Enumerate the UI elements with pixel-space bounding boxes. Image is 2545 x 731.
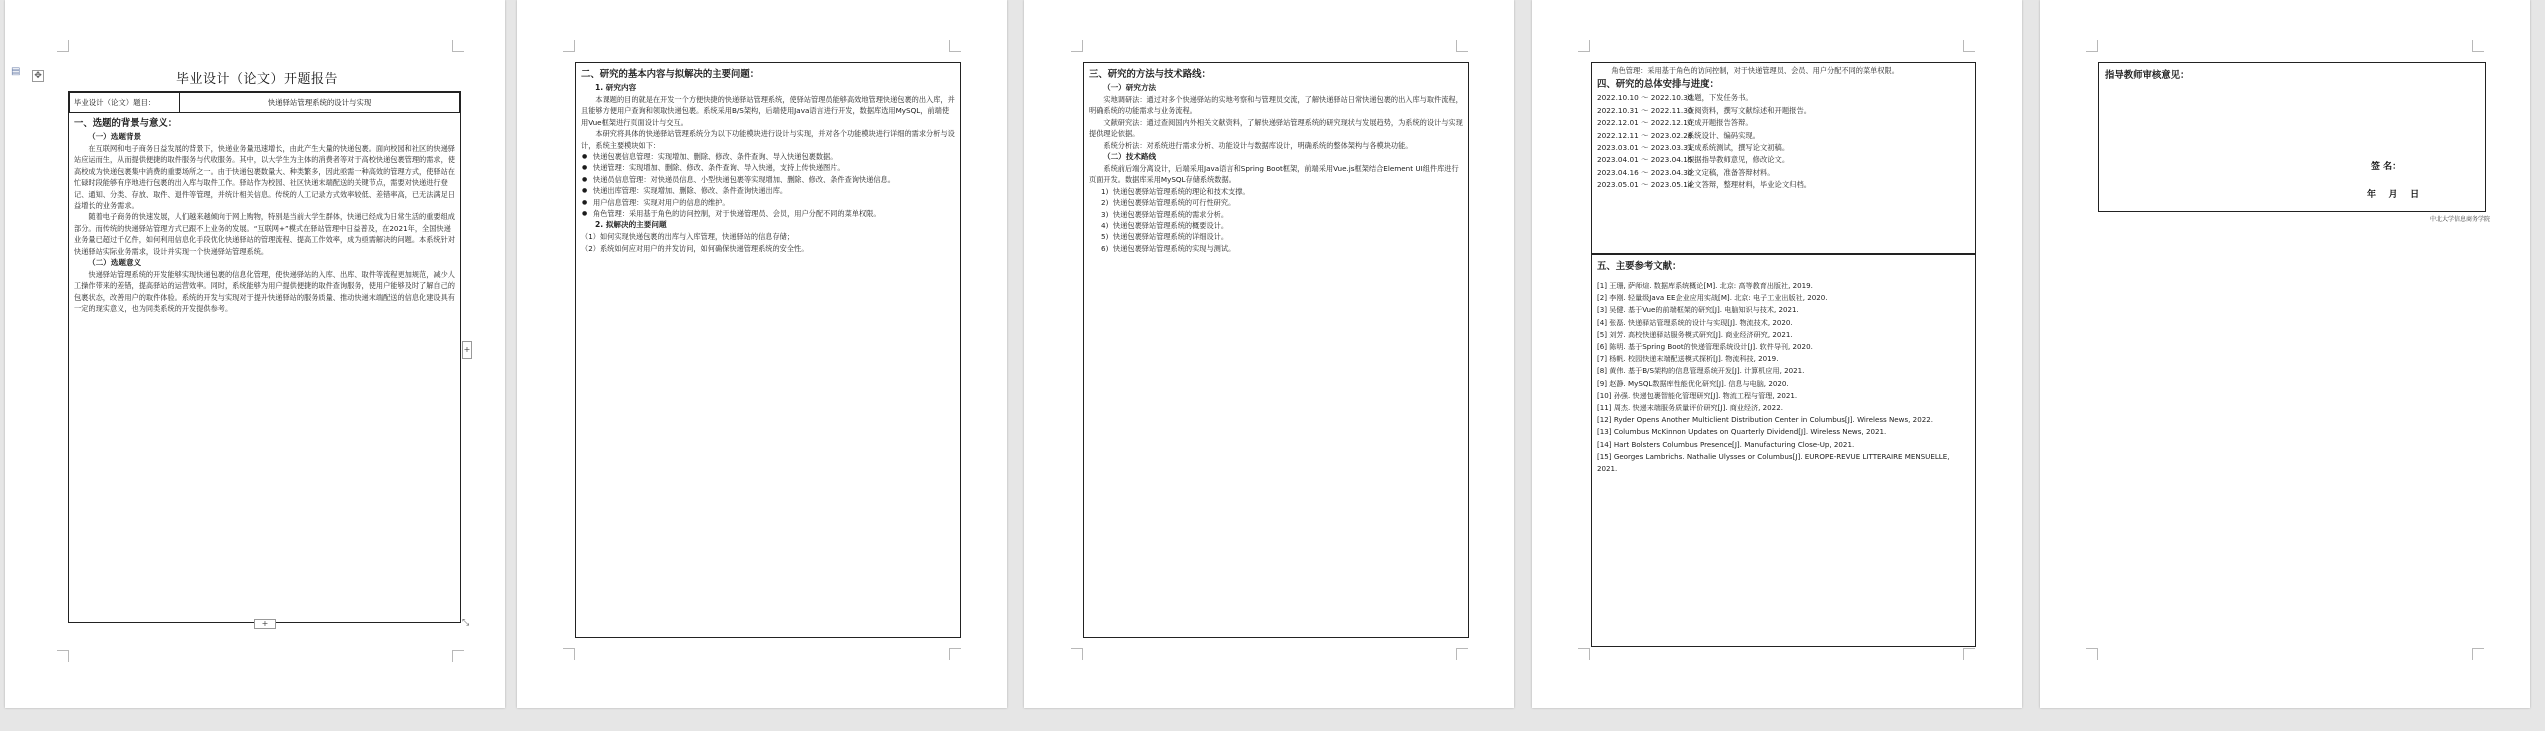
paragraph: 实地调研法：通过对多个快递驿站的实地考察和与管理员交流，了解快递驿站日常快递包裹的出入库与取件流程，明确系统的功能需求与业务流程。 <box>1089 95 1463 116</box>
list-item: ● 用户信息管理：实现对用户的信息的维护。 <box>581 197 955 208</box>
resize-handle-icon[interactable]: ⤡ <box>462 618 470 628</box>
section-heading: 五、主要参考文献： <box>1597 261 1682 272</box>
list-item: 2) 快递包裹驿站管理系统的可行性研究。 <box>1101 198 1236 208</box>
list-item: ● 角色管理：采用基于角色的访问控制，对于快递管理员、会员，用户分配不同的菜单权限。 <box>581 208 955 219</box>
document-page-4 <box>1532 0 2022 708</box>
margin-marker <box>452 40 464 52</box>
paragraph: 角色管理：采用基于角色的访问控制，对于快递管理员、会员、用户分配不同的菜单权限。 <box>1611 66 1899 75</box>
margin-marker <box>2086 40 2098 52</box>
document-page-1 <box>5 0 505 708</box>
paragraph: 系统前后端分离设计，后端采用Java语言和Spring Boot框架，前端采用Vue.js框架结合Element UI组件库进行页面开发。数据库采用MySQL存储系统数据。 <box>1089 164 1459 185</box>
margin-marker <box>452 650 464 662</box>
reference-item: [13] Columbus McKinnon Updates on Quarterly Dividend[J]. Wireless News, 2021. <box>1597 427 1887 437</box>
reference-item: [1] 王珊, 萨师煊. 数据库系统概论[M]. 北京: 高等教育出版社, 2019. <box>1597 281 1813 290</box>
section-heading: 三、研究的方法与技术路线： <box>1089 69 1211 80</box>
paragraph: 本课题的目的就是在开发一个方便快捷的快递驿站管理系统，使驿站管理员能够高效地管理快递包裹的出入库，并且能够方便用户查询和领取快递包裹。系统采用B/S架构，后端使用Java语言进行开发，数据库选用MySQL，前端使用Vue框架进行页面设计与交互。 <box>581 95 955 127</box>
content-frame <box>575 62 961 638</box>
margin-marker <box>949 648 961 660</box>
reference-item: [10] 孙强. 快递包裹智能化管理研究[J]. 物流工程与管理, 2021. <box>1597 390 1798 400</box>
subsection-heading: （一）研究方法 <box>1103 83 1157 92</box>
question-item: （2）系统如何应对用户的并发访问，如何确保快递管理系统的安全性。 <box>581 243 809 253</box>
margin-marker <box>57 40 69 52</box>
list-item: 1) 快递包裹驿站管理系统的理论和技术支撑。 <box>1101 186 1250 196</box>
schedule-row: 2023.04.16 ～ 2023.04.30 论文定稿，准备答辩材料。 <box>1597 167 1775 177</box>
margin-marker <box>563 40 575 52</box>
margin-marker <box>1578 648 1590 660</box>
list-item: 4) 快递包裹驿站管理系统的概要设计。 <box>1101 221 1229 231</box>
schedule-row: 2022.10.10 ～ 2022.10.30 选题，下发任务书。 <box>1597 93 1753 103</box>
margin-marker <box>563 648 575 660</box>
report-table <box>68 91 461 623</box>
margin-marker <box>1963 648 1975 660</box>
topic-value[interactable]: 快递驿站管理系统的设计与实现 <box>180 93 460 113</box>
references-frame <box>1591 254 1976 647</box>
subsection-heading: （二）选题意义 <box>88 258 142 268</box>
list-item: ● 快递出库管理：实现增加、删除、修改、条件查询快递出库。 <box>581 185 955 196</box>
reference-item: [11] 周杰. 快递末端服务质量评价研究[J]. 商业经济, 2022. <box>1597 403 1783 413</box>
paragraph: 在互联网和电子商务日益发展的背景下，快递业务量迅速增长，由此产生大量的快递包裹。面向校园和社区的快递驿站应运而生，从而提供便捷的取件服务与代收服务。其中，以大学生为主体的消费者等对于高校快递包裹管理的需求，使高校成为快递包裹集中消费的重要场所之一。由于快递包裹数量大、种类繁多，因此亟需一种高效的管理方式，使驿站在忙碌时段能够有序地进行包裹的出入库与取件工作。驿站作为校园、社区快递末端配送的关键节点，需要对快递进行登记、通知、分类、存放、取件、退件等管理，并统计相关信息。传统的人工记录方式效率较低、差错率高，已无法满足日益增长的业务需求。 <box>74 144 455 211</box>
schedule-row: 2023.05.01 ～ 2023.05.14 论文答辩，整理材料，毕业论文归档。 <box>1597 180 1812 190</box>
paragraph: 随着电子商务的快速发展，人们越来越倾向于网上购物，特别是当前大学生群体，快递已经成为日常生活的重要组成部分。而传统的快递驿站管理方式已跟不上业务的发展。“互联网+”模式在驿站管理中日益普及，在2021年，全国快递业务量已超过千亿件，如何利用信息化手段优化快递驿站的管理流程、提高工作效率，成为亟需解决的问题。本系统针对快递驿站实际业务需求，设计并实现一个快递驿站管理系统。 <box>74 212 455 256</box>
margin-marker <box>2086 648 2098 660</box>
reference-item: [6] 陈明. 基于Spring Boot的快递管理系统设计[J]. 软件导刊, 2020. <box>1597 342 1813 352</box>
margin-marker <box>2472 40 2484 52</box>
paragraph: 快递驿站管理系统的开发能够实现快递包裹的信息化管理，使快递驿站的入库、出库、取件等流程更加规范，减少人工操作带来的差错，提高驿站的运营效率。同时，系统能够为用户提供便捷的取件查询服务，使用户能够及时了解自己的包裹状态，改善用户的取件体验。系统的开发与实现对于提升快递驿站的服务质量、推动快递末端配送的信息化建设具有一定的现实意义，也为同类系统的开发提供参考。 <box>74 270 455 314</box>
topic-table <box>69 92 460 113</box>
margin-marker <box>2472 648 2484 660</box>
section-heading: 二、研究的基本内容与拟解决的主要问题： <box>581 69 760 80</box>
reference-item: [12] Ryder Opens Another Multiclient Distribution Center in Columbus[J]. Wireless News, 2022. <box>1597 415 1933 425</box>
schedule-row: 2022.12.11 ～ 2023.02.28 系统设计、编码实现。 <box>1597 130 1760 140</box>
subsection-heading: （一）选题背景 <box>88 132 142 141</box>
document-page-2 <box>517 0 1007 708</box>
list-item: 5) 快递包裹驿站管理系统的详细设计。 <box>1101 232 1229 242</box>
document-page-3 <box>1024 0 1514 708</box>
advisor-heading: 指导教师审核意见： <box>2105 70 2190 81</box>
list-item: ● 快递员信息管理：对快递员信息、小型快递包裹等实现增加、删除、修改、条件查询快递信息。 <box>581 174 955 185</box>
topic-label: 毕业设计（论文）题目： <box>70 93 180 113</box>
add-column-icon[interactable]: + <box>462 341 472 359</box>
content-frame <box>1083 62 1469 638</box>
signature-label: 签 名： <box>2371 162 2402 172</box>
paragraph: 本研究将具体的快递驿站管理系统分为以下功能模块进行设计与实现，并对各个功能模块进行详细的需求分析与设计，系统主要模块如下： <box>581 129 955 150</box>
margin-marker <box>1578 40 1590 52</box>
margin-marker <box>1071 40 1083 52</box>
reference-item: [2] 李刚. 轻量级Java EE企业应用实战[M]. 北京: 电子工业出版社, 2020. <box>1597 293 1828 303</box>
reference-item: [7] 杨帆. 校园快递末端配送模式探析[J]. 物流科技, 2019. <box>1597 354 1779 364</box>
advisor-frame <box>2098 62 2486 212</box>
section-heading: 四、研究的总体安排与进度： <box>1597 79 1719 91</box>
paragraph: 系统分析法：对系统进行需求分析、功能设计与数据库设计，明确系统的整体架构与各模块功能。 <box>1103 140 1413 150</box>
reference-item: [5] 刘芳. 高校快递驿站服务模式研究[J]. 商业经济研究, 2021. <box>1597 329 1793 339</box>
margin-marker <box>949 40 961 52</box>
schedule-row: 2022.10.31 ～ 2022.11.30 查阅资料，撰写文献综述和开题报告。 <box>1597 105 1812 115</box>
subsection-heading: 1. 研究内容 <box>595 83 637 92</box>
subsection-heading: （二）技术路线 <box>1103 152 1157 162</box>
list-item: ● 快递管理：实现增加、删除、修改、条件查询、导入快递，支持上传快递图片。 <box>581 162 955 173</box>
reference-item: [8] 黄伟. 基于B/S架构的信息管理系统开发[J]. 计算机应用, 2021. <box>1597 366 1805 376</box>
margin-marker <box>1071 648 1083 660</box>
report-title: 毕业设计（论文）开题报告 <box>176 72 339 87</box>
reference-item: [4] 张磊. 快递驿站管理系统的设计与实现[J]. 物流技术, 2020. <box>1597 317 1793 327</box>
margin-marker <box>1456 648 1468 660</box>
subsection-heading: 2. 拟解决的主要问题 <box>595 220 667 230</box>
move-handle-icon[interactable]: ✥ <box>32 70 44 82</box>
list-item: 6) 快递包裹驿站管理系统的实现与测试。 <box>1101 243 1236 253</box>
schedule-row: 2023.04.01 ～ 2023.04.15 根据指导教师意见，修改论文。 <box>1597 155 1790 165</box>
list-item: 3) 快递包裹驿站管理系统的需求分析。 <box>1101 209 1229 219</box>
schedule-row: 2022.12.01 ～ 2022.12.10 完成开题报告答辩。 <box>1597 118 1753 128</box>
reference-item: [3] 吴健. 基于Vue的前端框架的研究[J]. 电脑知识与技术, 2021. <box>1597 305 1799 315</box>
schedule-frame <box>1591 62 1976 254</box>
reference-item: [15] Georges Lambrichs. Nathalie Ulysses or Columbus[J]. EUROPE-REVUE LITTERAIRE MENSUELLE, 2021. <box>1597 451 1950 474</box>
date-label: 年 月 日 <box>2367 190 2420 200</box>
list-item: ● 快递包裹信息管理：实现增加、删除、修改、条件查询、导入快递包裹数据。 <box>581 151 955 162</box>
margin-marker <box>57 650 69 662</box>
margin-marker <box>1963 40 1975 52</box>
schedule-row: 2023.03.01 ～ 2023.03.31 完成系统测试，撰写论文初稿。 <box>1597 143 1790 153</box>
section-heading: 一、选题的背景与意义： <box>74 118 178 129</box>
reference-item: [14] Hart Bolsters Columbus Presence[J]. Manufacturing Close-Up, 2021. <box>1597 439 1855 449</box>
paragraph: 文献研究法：通过查阅国内外相关文献资料，了解快递驿站管理系统的研究现状与发展趋势，为系统的设计与实现提供理论依据。 <box>1089 117 1463 139</box>
reference-item: [9] 赵静. MySQL数据库性能优化研究[J]. 信息与电脑, 2020. <box>1597 378 1789 388</box>
margin-marker <box>1456 40 1468 52</box>
document-page-5 <box>2040 0 2530 708</box>
document-icon[interactable]: ▤ <box>11 66 21 77</box>
add-row-icon[interactable]: + <box>254 619 276 629</box>
footer-note: 中北大学信息商务学院 <box>2430 216 2491 223</box>
question-item: （1）如何实现快递包裹的出库与入库管理，快递驿站的信息存储； <box>581 232 795 242</box>
